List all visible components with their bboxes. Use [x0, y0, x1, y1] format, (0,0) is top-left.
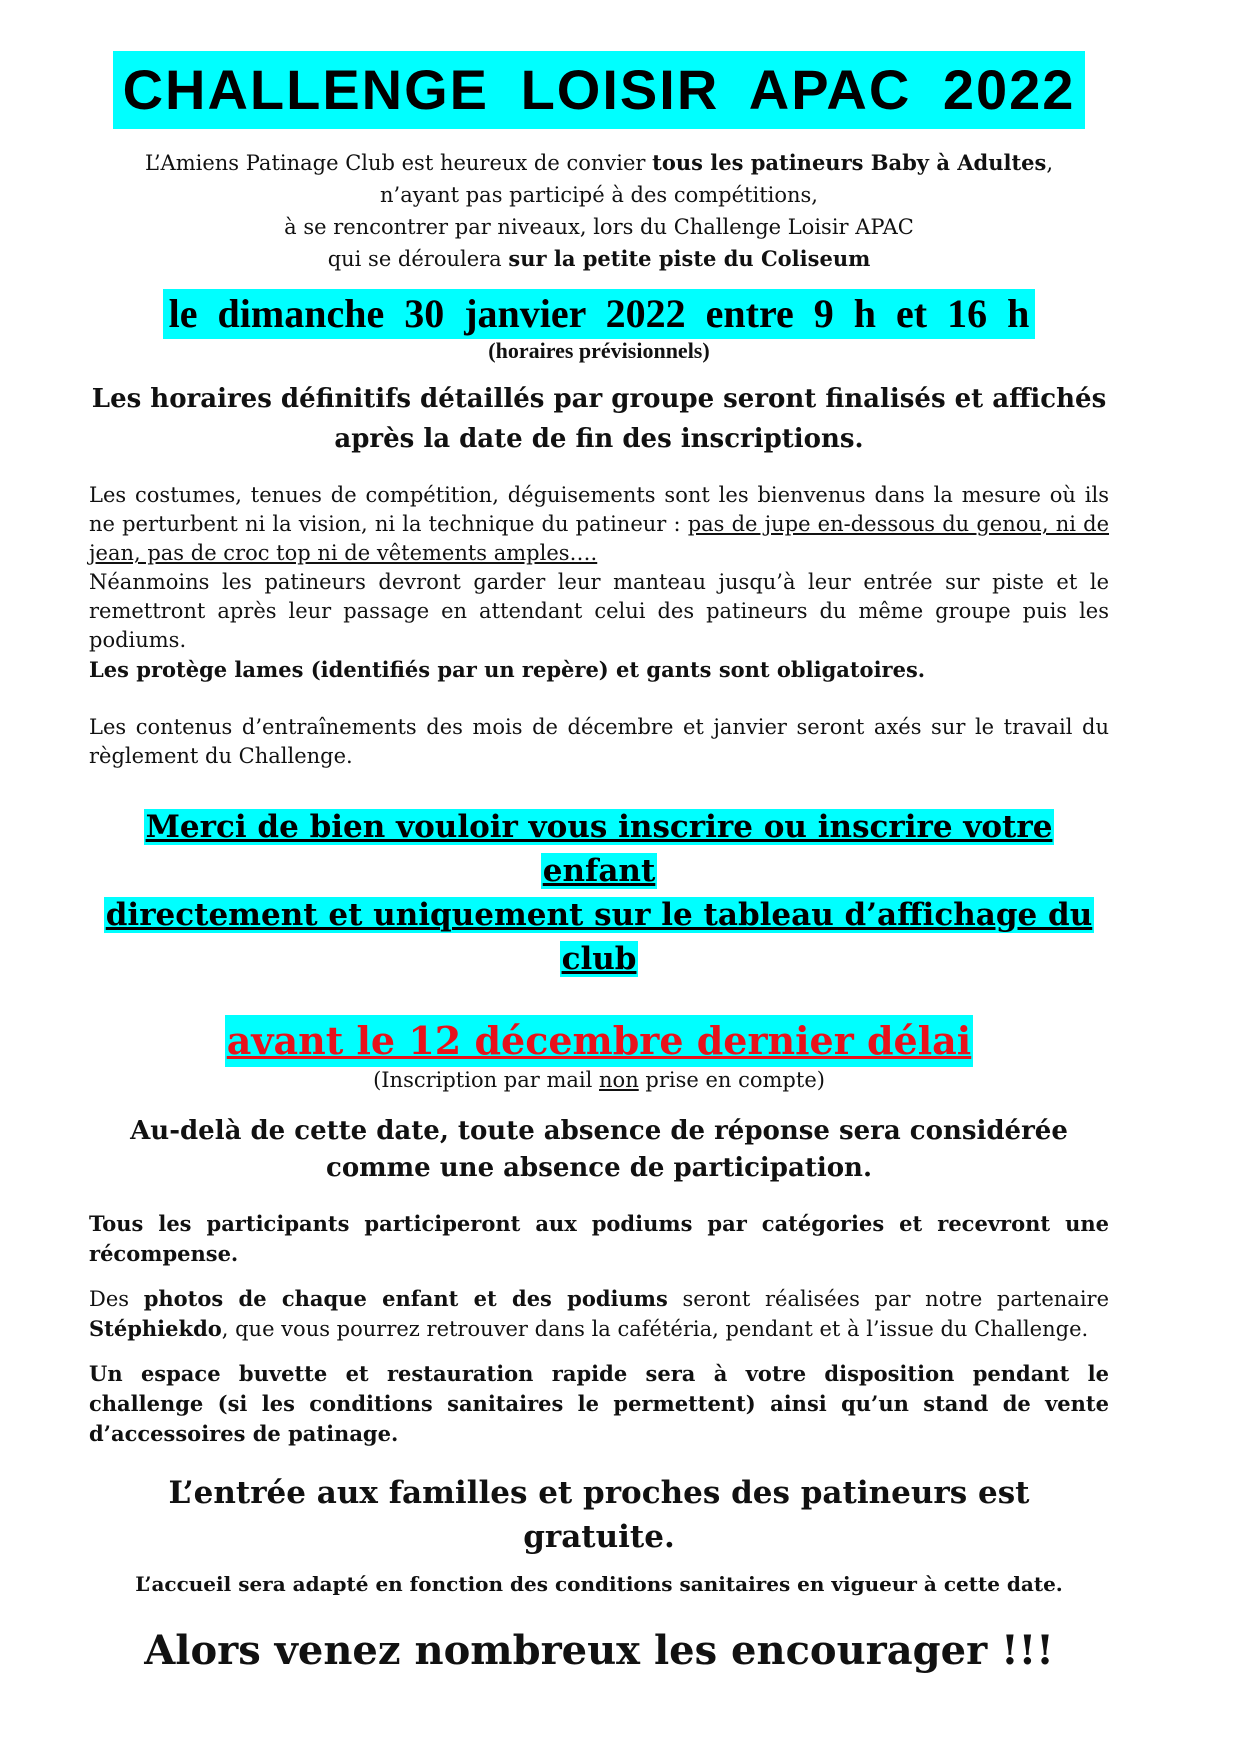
title-block: [89, 0, 1109, 129]
registration-block: [89, 805, 1109, 981]
spacer: [89, 684, 1109, 713]
registration-line-1: Merci de bien vouloir vous inscrire ou inscrire votre enfant: [145, 809, 1053, 889]
event-date: le dimanche 30 janvier 2022 entre 9 h et 16 h: [163, 289, 1036, 339]
intro-line-1: [89, 147, 1109, 179]
costumes-paragraph: [89, 481, 1109, 568]
photos-partner: Stéphiekdo: [89, 1316, 222, 1341]
final-hours-notice: Les horaires définitifs détaillés par groupe seront finalisés et affichés après la date de fin des inscriptions.: [91, 384, 1107, 454]
intro-audience: tous les patineurs Baby à Adultes: [652, 150, 1047, 175]
mandatory-gear: Les protège lames (identifiés par un repère) et gants sont obligatoires.: [89, 657, 926, 682]
intro-line-2: n’ayant pas participé à des compétitions,: [380, 183, 818, 207]
photos-c: seront réalisées par notre partenaire: [667, 1287, 1110, 1311]
intro-line-1-text: L’Amiens Patinage Club est heureux de convier: [144, 151, 653, 175]
deadline-note-non: non: [599, 1068, 639, 1092]
costumes-text: Les costumes, tenues de compétition, déguisements sont les bienvenus dans la mesure où ils ne perturbent ni la vision, ni la technique du patineur :: [89, 483, 1109, 536]
intro-paragraph: [89, 147, 1109, 275]
intro-venue: sur la petite piste du Coliseum: [508, 246, 871, 271]
buvette-paragraph: Un espace buvette et restauration rapide sera à votre disposition pendant le challenge (si les conditions sanitaires le permettent) ainsi qu’un stand de vente d’accessoires de patinage.: [89, 1361, 1109, 1446]
photos-e: , que vous pourrez retrouver dans la cafétéria, pendant et à l’issue du Challenge.: [221, 1317, 1089, 1341]
costumes-section: [89, 481, 1109, 771]
photos-b: photos de chaque enfant et des podiums: [143, 1286, 668, 1311]
photos-paragraph: [89, 1284, 1109, 1344]
intro-line-3: à se rencontrer par niveaux, lors du Challenge Loisir APAC: [284, 215, 914, 239]
participants-paragraph: Tous les participants participeront aux podiums par catégories et recevront une récompense.: [89, 1211, 1109, 1266]
deadline-note-c: prise en compte): [638, 1068, 825, 1092]
event-date-block: [89, 289, 1109, 339]
intro-line-4: [89, 243, 1109, 275]
late-response-notice: Au-delà de cette date, toute absence de réponse sera considérée comme une absence de participation.: [130, 1116, 1068, 1183]
photos-a: Des: [89, 1287, 144, 1311]
coat-paragraph: Néanmoins les patineurs devront garder leur manteau jusqu’à leur entrée sur piste et le remettront après leur passage en attendant celui des patineurs du même groupe puis les podiums.: [89, 570, 1109, 652]
registration-line-2: directement et uniquement sur le tableau d’affichage du club: [105, 897, 1093, 977]
intro-line-4-text: qui se déroulera: [327, 247, 509, 271]
sanitary-notice: L’accueil sera adapté en fonction des conditions sanitaires en vigueur à cette date.: [135, 1572, 1063, 1596]
deadline-block: [89, 1015, 1109, 1067]
costumes-restrictions: pas de jupe en-dessous du genou, ni de jean, pas de croc top ni de vêtements amples….: [89, 512, 1110, 565]
closing-call: Alors venez nombreux les encourager !!!: [144, 1627, 1054, 1674]
intro-line-1-comma: ,: [1046, 151, 1054, 175]
deadline-note: [89, 1067, 1109, 1093]
event-date-note: (horaires prévisionnels): [488, 338, 710, 363]
free-entry-notice: L’entrée aux familles et proches des patineurs est gratuite.: [168, 1475, 1030, 1555]
training-paragraph: Les contenus d’entraînements des mois de décembre et janvier seront axés sur le travail du règlement du Challenge.: [89, 715, 1109, 768]
deadline-note-a: (Inscription par mail: [373, 1068, 600, 1092]
page-title: CHALLENGE LOISIR APAC 2022: [113, 51, 1086, 129]
deadline-text: avant le 12 décembre dernier délai: [225, 1015, 973, 1067]
